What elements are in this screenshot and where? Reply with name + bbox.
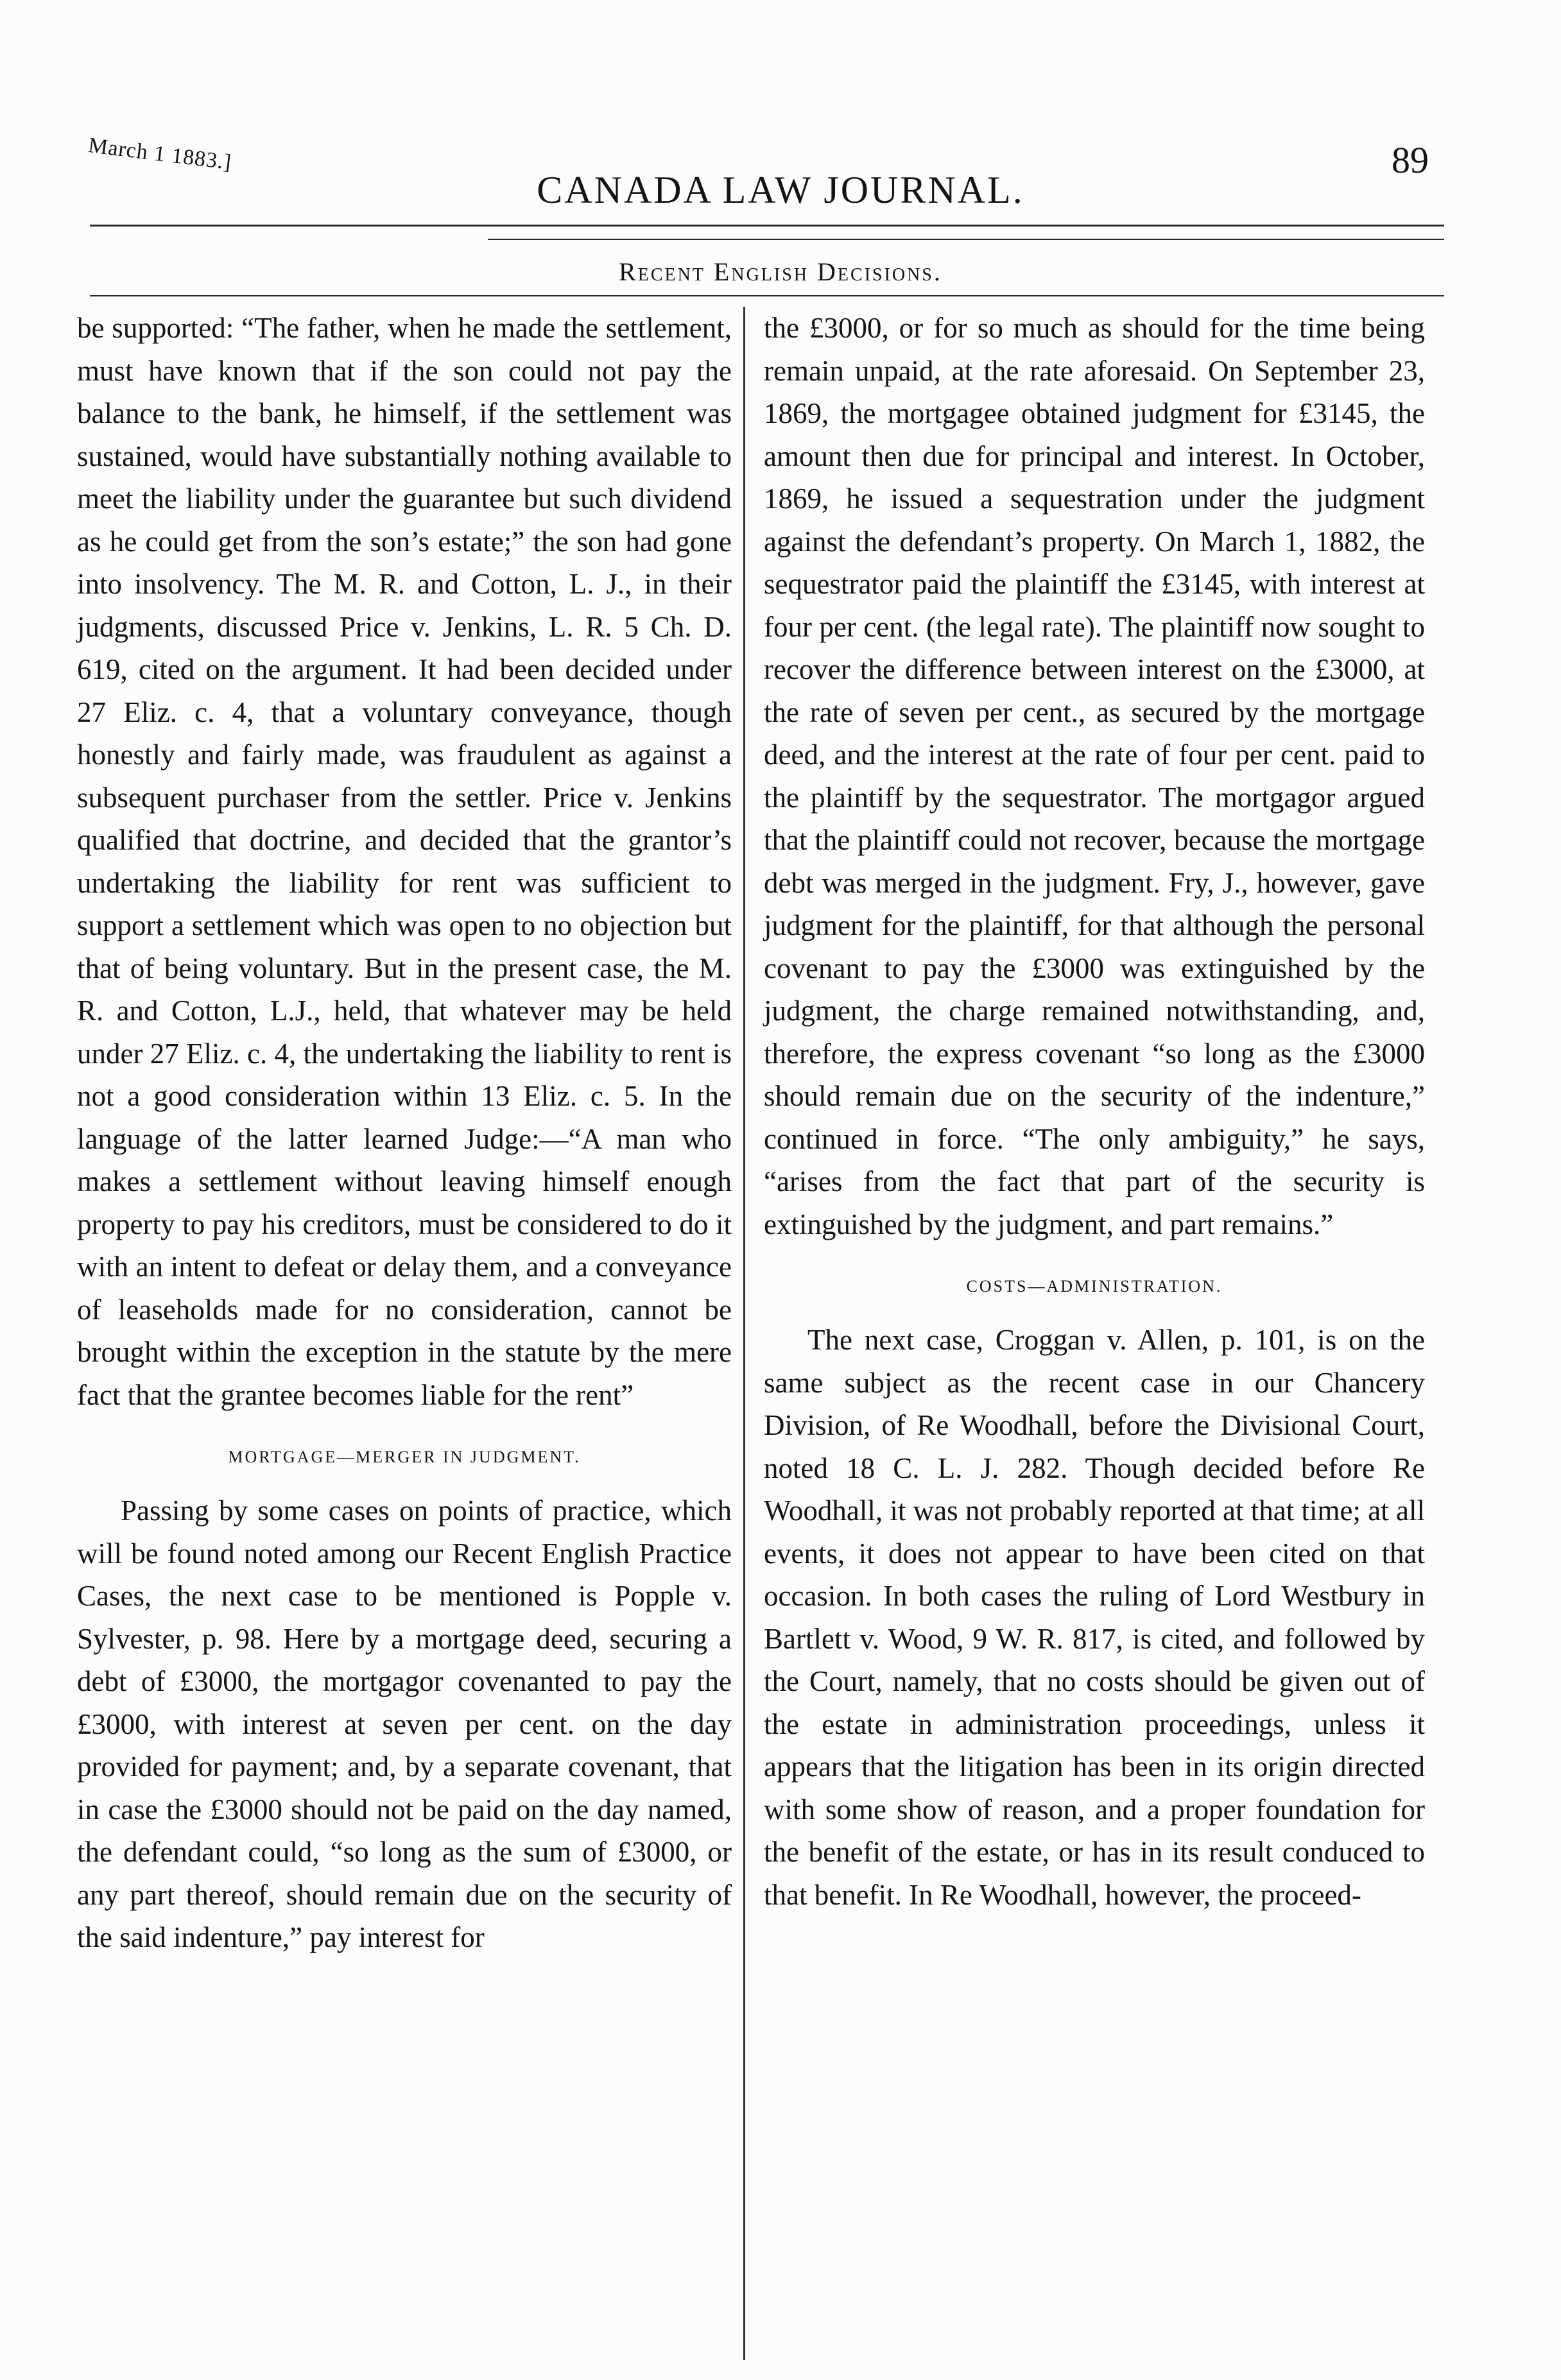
subheading-mortgage-merger: MORTGAGE—MERGER IN JUDGMENT. (228, 1448, 581, 1466)
header-date: March 1 1883.] (87, 133, 233, 175)
page-number: 89 (1392, 139, 1429, 181)
left-paragraph-1: be supported: “The father, when he made the settlement, must have known that if the son could not pay the balance to the bank, he himself, if the settlement was sustained, would have substantially nothing available to meet the liability under the guarantee but such dividend as he could get from the son’s estate;” the son had gone into insolvency. The M. R. and Cotton, L. J., in their judgments, discussed Price v. Jenkins, L. R. 5 Ch. D. 619, cited on the argument. It had been decided under 27 Eliz. c. 4, that a voluntary conveyance, though honestly and fairly made, was fraudulent as against a subsequent purchaser from the settler. Price v. Jenkins qualified that doctrine, and decided that the grantor’s undertaking the liability for rent was sufficient to support a settlement which was open to no objection but that of being voluntary. But in the present case, the M. R. and Cotton, L.J., held, that whatever may be held under 27 Eliz. c. 4, the undertaking the liability to rent is not a good consideration within 13 Eliz. c. 5. In the language of the latter learned Judge:—“A man who makes a settlement without leaving himself enough property to pay his creditors, must be considered to do it with an intent to defeat or delay them, and a conveyance of leaseholds made for no consideration, cannot be brought within the exception in the statute by the mere fact that the grantee becomes liable for the rent” (77, 312, 732, 1411)
right-column (764, 307, 1425, 1916)
section-rule (90, 295, 1444, 296)
journal-title: CANADA LAW JOURNAL. (537, 169, 1024, 211)
right-paragraph-1: the £3000, or for so much as should for the time being remain unpaid, at the rate aforesaid. On September 23, 1869, the mortgagee obtained judgment for £3145, the amount then due for principal and interest. In October, 1869, he issued a sequestration under the judgment against the defendant’s property. On March 1, 1882, the sequestrator paid the plaintiff the £3145, with interest at four per cent. (the legal rate). The plaintiff now sought to recover the difference between interest on the £3000, at the rate of seven per cent., as secured by the mortgage deed, and the interest at the rate of four per cent. paid to the plaintiff by the sequestrator. The mortgagor argued that the plaintiff could not recover, because the mortgage debt was merged in the judgment. Fry, J., however, gave judgment for the plaintiff, for that although the personal covenant to pay the £3000 was extinguished by the judgment, the charge remained notwithstanding, and, therefore, the express covenant “so long as the £3000 should remain due on the security of the indenture,” continued in force. “The only ambiguity,” he says, “arises from the fact that part of the security is extinguished by the judgment, and part remains.” (764, 312, 1425, 1240)
right-paragraph-2: The next case, Croggan v. Allen, p. 101, is on the same subject as the recent case in our Chancery Division, of Re Woodhall, before the Divisional Court, noted 18 C. L. J. 282. Though decided before Re Woodhall, it was not probably reported at that time; at all events, it does not appear to have been cited on that occasion. In both cases the ruling of Lord Westbury in Bartlett v. Wood, 9 W. R. 817, is cited, and followed by the Court, namely, that no costs should be given out of the estate in administration proceedings, unless it appears that the litigation has been in its origin directed with some show of reason, and a proper foundation for the benefit of the estate, or has in its result conduced to that benefit. In Re Woodhall, however, the proceed- (764, 1324, 1425, 1911)
header-rule-lower (488, 239, 1444, 240)
left-paragraph-2: Passing by some cases on points of practice, which will be found noted among our Recent English Practice Cases, the next case to be mentioned is Popple v. Sylvester, p. 98. Here by a mortgage deed, securing a debt of £3000, the mortgagor covenanted to pay the £3000, with interest at seven per cent. on the day provided for payment; and, by a separate covenant, that in case the £3000 should not be paid on the day named, the defendant could, “so long as the sum of £3000, or any part thereof, should remain due on the security of the said indenture,” pay interest for (77, 1494, 732, 1953)
header-rule (90, 225, 1444, 227)
left-column (77, 307, 732, 1959)
subheading-costs-administration: COSTS—ADMINISTRATION. (966, 1277, 1223, 1296)
column-divider (743, 307, 745, 2360)
section-heading: Recent English Decisions. (619, 257, 942, 286)
